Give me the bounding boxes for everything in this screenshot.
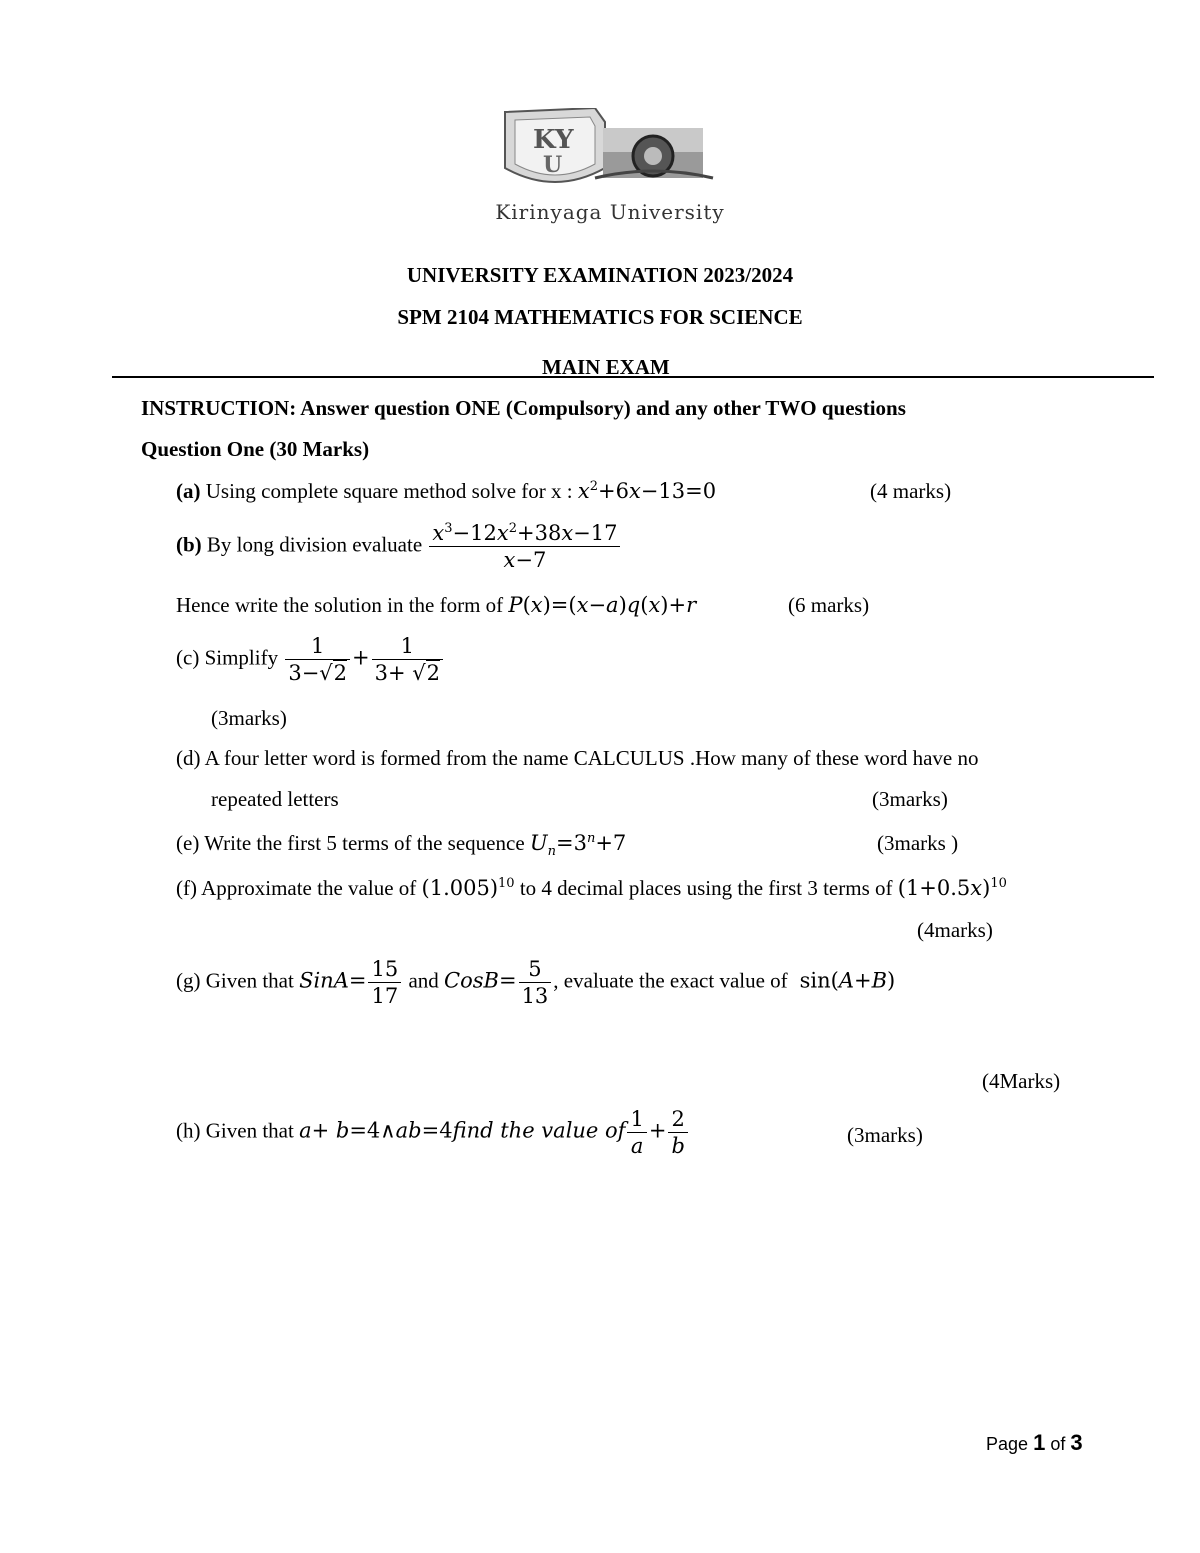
question-a <box>176 479 716 504</box>
question-g-marks: (4Marks) <box>982 1069 1061 1093</box>
question-h: (h) Given that a+ b=4∧ab=4find the value of $\frac{1}{a}$ + $\frac{2}{b}$ <box>176 1106 690 1159</box>
logo-text: Kirinyaga University <box>495 200 725 224</box>
exam-title: UNIVERSITY EXAMINATION 2023/2024 <box>406 263 794 287</box>
course-title: SPM 2104 MATHEMATICS FOR SCIENCE <box>397 305 803 329</box>
question-one-title: Question One (30 Marks) <box>141 437 370 461</box>
svg-text:K: K <box>533 125 556 155</box>
question-f <box>176 876 1007 901</box>
question-c-marks: (3marks) <box>211 706 287 730</box>
question-f-value: $(1.005)^{10}$ <box>421 876 515 900</box>
question-d-text-2: repeated letters <box>211 787 339 811</box>
question-b-text: By long division evaluate <box>206 532 423 557</box>
question-c-text: Simplify <box>204 645 279 670</box>
instruction <box>141 396 906 421</box>
question-f-expansion: $(1+0.5x)^{10}$ <box>897 876 1007 900</box>
question-h-expression: a <box>299 1118 312 1143</box>
question-h-marks: (3marks) <box>847 1123 923 1147</box>
question-g-text-2: , evaluate the exact value of <box>553 968 788 993</box>
instruction-text: Answer question ONE (Compulsory) and any other TWO questions <box>300 396 906 420</box>
svg-text:Y: Y <box>555 125 574 155</box>
question-g-and: and <box>408 968 439 993</box>
question-a-marks: (4 marks) <box>870 479 952 503</box>
question-b-form: P <box>508 593 523 617</box>
svg-text:U: U <box>543 152 563 178</box>
question-g-sina: SinA <box>299 968 349 993</box>
question-d-label: (d) <box>176 746 201 770</box>
question-g-cosb: CosB <box>444 968 499 993</box>
question-d <box>176 746 979 771</box>
question-e <box>176 831 627 860</box>
page-number <box>986 1430 1083 1456</box>
question-g-label: (g) <box>176 968 201 993</box>
question-f-label: (f) <box>176 876 197 900</box>
question-c-fraction-2: $\frac{1}{3+ √2}$ <box>372 633 443 686</box>
page-current: 1 <box>1033 1430 1046 1455</box>
page-of: of <box>1050 1434 1066 1454</box>
exam-type: MAIN EXAM <box>542 355 670 379</box>
question-c-fraction-1: $\frac{1}{3-√2}$ <box>285 633 350 686</box>
question-b <box>176 520 622 573</box>
question-f-text-2: to 4 decimal places using the first 3 terms of <box>519 876 893 900</box>
question-e-marks: (3marks ) <box>877 831 959 855</box>
logo-emblem-icon <box>455 108 765 198</box>
question-f-marks: (4marks) <box>917 918 993 942</box>
question-b-hence: Hence write the solution in the form of P(x)=(x−a)q(x)+r <box>176 593 697 617</box>
question-d-text-1: A four letter word is formed from the name CALCULUS .How many of these word have no <box>204 746 979 770</box>
question-a-text: Using complete square method solve for x : <box>205 479 573 503</box>
question-f-text-1: Approximate the value of <box>201 876 417 900</box>
page-total: 3 <box>1070 1430 1083 1455</box>
header-divider <box>112 376 1154 378</box>
page-word: Page <box>986 1434 1029 1454</box>
question-g-text-1: Given that <box>205 968 294 993</box>
question-g: (g) Given that SinA= $\frac{15}{17}$ and CosB= $\frac{5}{13}$ , evaluate the exact value of sin(A+B) <box>176 957 896 1008</box>
question-a-label: (a) <box>176 479 201 503</box>
question-h-label: (h) <box>176 1118 201 1143</box>
question-e-sequence: $U_n=3^n+7$ <box>529 831 627 860</box>
question-c: (c) Simplify $\frac{1}{3-√2}$ + $\frac{1}{3+ √2}$ <box>176 633 445 686</box>
question-b-marks: (6 marks) <box>788 593 870 617</box>
question-e-label: (e) <box>176 831 200 855</box>
question-b-fraction: $\frac{x^3-12x^2+38x-17}{x-7}$ <box>429 520 620 573</box>
instruction-label: INSTRUCTION: <box>141 396 297 420</box>
question-a-equation: $x^2+6x-13=0$ <box>577 479 717 503</box>
question-h-text: Given that <box>205 1118 294 1143</box>
university-logo <box>455 108 765 226</box>
question-b-hence-text: Hence write the solution in the form of <box>176 593 504 617</box>
question-c-label: (c) <box>176 645 200 670</box>
question-d-marks: (3marks) <box>872 787 948 811</box>
question-g-expression: sin(A+B) <box>792 968 896 993</box>
question-b-label: (b) <box>176 532 202 557</box>
question-e-text: Write the first 5 terms of the sequence <box>204 831 525 855</box>
